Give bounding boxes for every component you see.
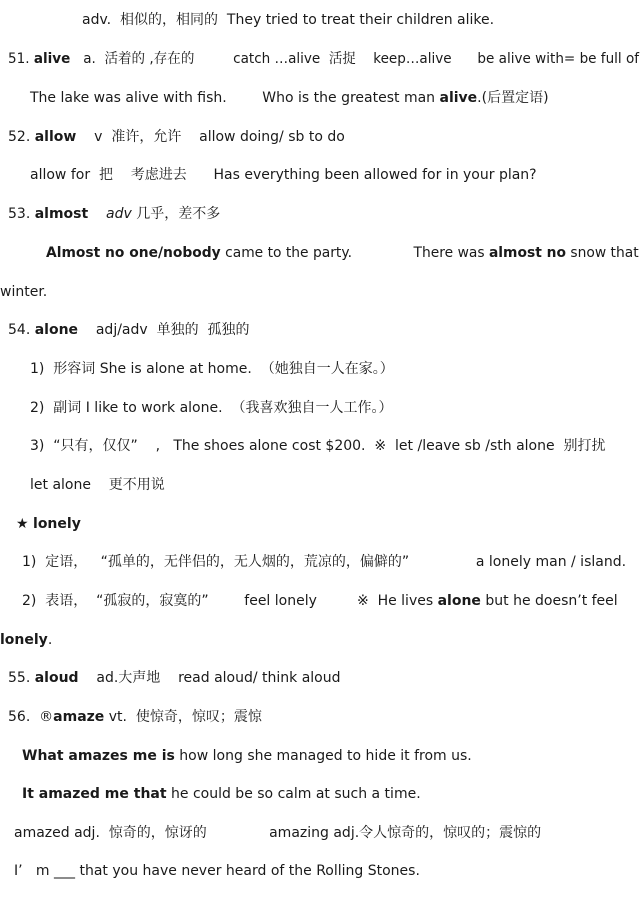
text-run: a. 活着的 ,存在的 catch …alive 活捉 keep…alive be alive with= be full of xyxy=(70,51,640,67)
text-run: 几乎，差不多 xyxy=(131,206,221,222)
text-run: winter. xyxy=(0,284,48,300)
entry-51-example xyxy=(30,88,549,108)
bold-term: almost xyxy=(34,206,89,222)
italic-term: adv xyxy=(106,206,132,222)
bold-term: It amazed me that xyxy=(22,786,167,802)
bold-term: alone xyxy=(34,322,79,338)
text-run: snow that xyxy=(566,245,639,261)
text-run: 56. ® xyxy=(8,709,54,725)
lonely-item-1 xyxy=(22,552,626,572)
text-run: let alone 更不用说 xyxy=(30,477,165,493)
entry-56-exercise xyxy=(14,861,420,881)
text-run: 3) “只有，仅仅” , The shoes alone cost $200. ※ let /leave sb /sth alone 别打扰 xyxy=(30,438,606,454)
text-run: I’ m ___ that you have never heard of the Rolling Stones. xyxy=(14,863,420,879)
text-run: . xyxy=(47,632,53,648)
text-run: v 准许，允许 allow doing/ sb to do xyxy=(76,129,345,145)
lonely-item-2-cont xyxy=(0,630,52,650)
text-run: came to the party. There was xyxy=(220,245,489,261)
bold-term: allow xyxy=(34,129,77,145)
bold-term: lonely xyxy=(0,632,48,648)
text-run: 1) 形容词 She is alone at home. （她独自一人在家。） xyxy=(30,361,394,377)
text-run: 1) 定语， “孤单的，无伴侣的，无人烟的，荒凉的，偏僻的” a lonely man / island. xyxy=(22,554,627,570)
bold-term: alive xyxy=(33,51,71,67)
entry-55-header xyxy=(8,668,341,688)
entry-54-let-alone xyxy=(30,475,165,495)
entry-54-item-3 xyxy=(30,436,606,456)
entry-50-adverb-line xyxy=(82,10,494,30)
text-run: how long she managed to hide it from us. xyxy=(174,748,472,764)
text-run: 52. xyxy=(8,129,35,145)
text-run: The lake was alive with fish. Who is the greatest man xyxy=(30,90,440,106)
text-run: 51. xyxy=(8,51,34,67)
text-run: allow for 把 考虑进去 Has everything been allowed for in your plan? xyxy=(30,167,537,183)
lonely-item-2 xyxy=(22,591,618,611)
bold-term: alone xyxy=(437,593,481,609)
entry-56-example-1 xyxy=(22,746,472,766)
text-run: 54. xyxy=(8,322,35,338)
bold-term: amaze xyxy=(53,709,105,725)
entry-56-header xyxy=(8,707,262,727)
entry-56-example-2 xyxy=(22,784,421,804)
text-run: 2) 副词 I like to work alone. （我喜欢独自一人工作。） xyxy=(30,400,393,416)
entry-53-header xyxy=(8,204,220,224)
lonely-header xyxy=(16,514,81,534)
entry-52-phrase xyxy=(30,165,537,185)
bold-term: almost no xyxy=(488,245,567,261)
entry-53-example-cont xyxy=(0,282,47,302)
entry-54-item-2 xyxy=(30,398,392,418)
entry-52-header xyxy=(8,127,345,147)
text-run: ★ xyxy=(16,516,34,532)
entry-56-adjectives xyxy=(14,823,541,843)
bold-term: What amazes me is xyxy=(22,748,175,764)
bold-term: Almost no one/nobody xyxy=(46,245,221,261)
text-run: adj/adv 单独的 孤独的 xyxy=(78,322,250,338)
entry-54-item-1 xyxy=(30,359,394,379)
bold-term: aloud xyxy=(34,670,79,686)
text-run: 2) 表语， “孤寂的，寂寞的” feel lonely ※ He lives xyxy=(22,593,438,609)
entry-54-header xyxy=(8,320,249,340)
text-run: .(后置定语) xyxy=(477,90,549,106)
text-run xyxy=(88,206,106,222)
text-run: he could be so calm at such a time. xyxy=(166,786,421,802)
text-run: vt. 使惊奇，惊叹；震惊 xyxy=(104,709,262,725)
text-run: amazed adj. 惊奇的，惊讶的 amazing adj.令人惊奇的，惊叹的；震惊的 xyxy=(14,825,542,841)
text-run: adv. 相似的，相同的 They tried to treat their children alike. xyxy=(82,12,495,28)
text-run: but he doesn’t feel xyxy=(480,593,618,609)
bold-term: lonely xyxy=(33,516,81,532)
text-run: 55. xyxy=(8,670,35,686)
text-run: 53. xyxy=(8,206,35,222)
entry-51-header xyxy=(8,49,639,69)
entry-53-example xyxy=(46,243,639,263)
text-run: ad.大声地 read aloud/ think aloud xyxy=(78,670,341,686)
bold-term: alive xyxy=(439,90,478,106)
